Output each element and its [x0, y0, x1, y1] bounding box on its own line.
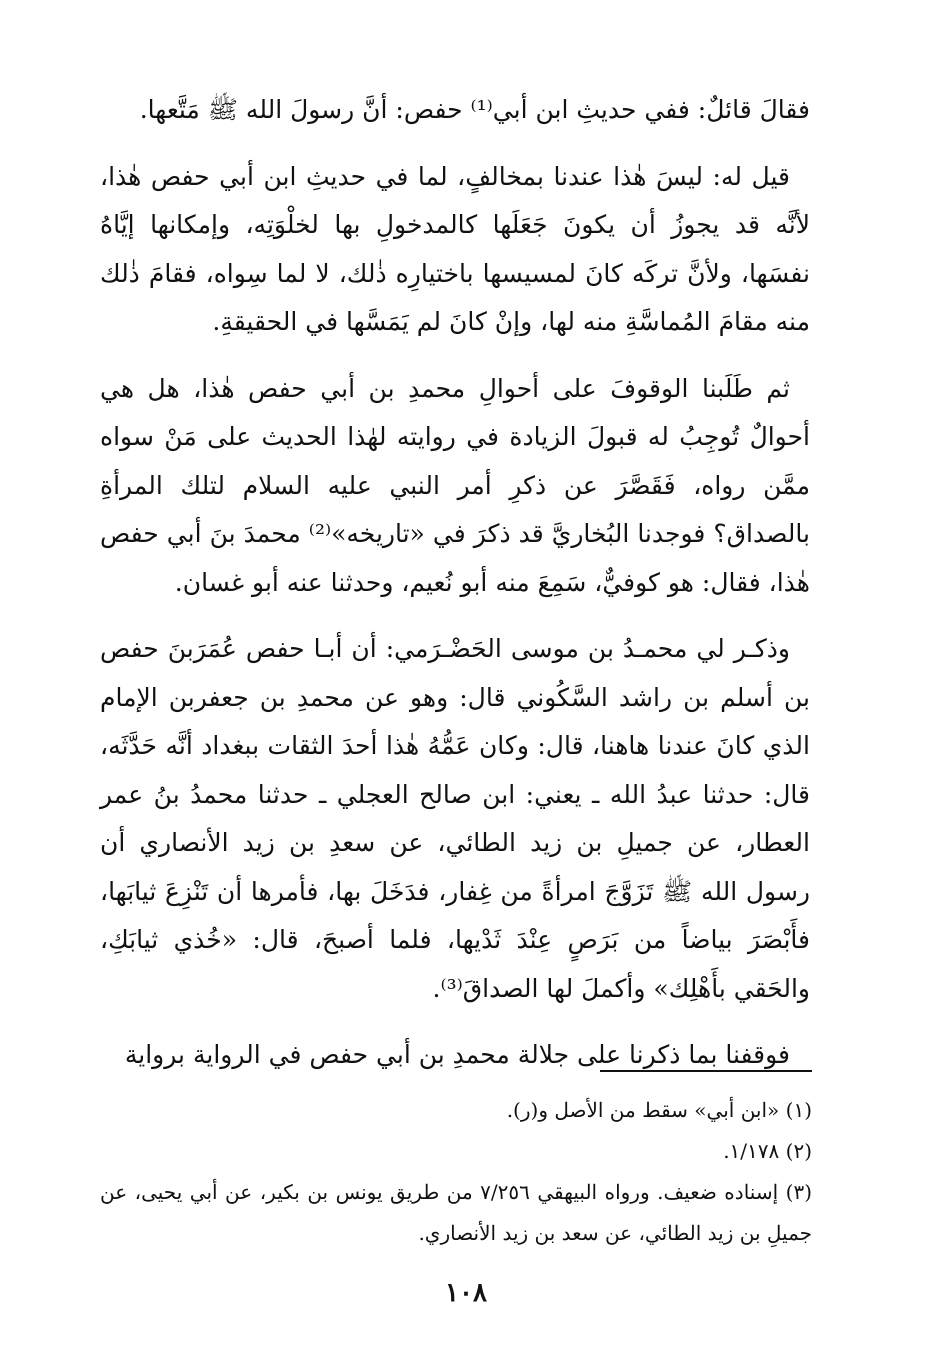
paragraph-4: وذكـر لي محمـدُ بن موسى الحَضْـرَمي: أن أبـا حفص عُمَرَبنَ حفص بن أسلم بن راشد السَّكُوني قال: وهو عن محمدِ بن جعفربن الإمام الذي كانَ عندنا هاهنا، قال: وكان عَمُّهُ هٰذا أحدَ الثقات ببغداد أنَّه حَدَّثَه، قال: حدثنا عبدُ الله ـ يعني: ابن صالح العجلي ـ حدثنا محمدُ بنُ عمر العطار، عن جميلِ بن زيد الطائي، عن سعدِ بن زيد الأنصاري أن رسول الله ﷺ تَزَوَّجَ امرأةً من غِفار، فدَخَلَ بها، فأمرها أن تَنْزِعَ ثيابَها، فأَبْصَرَ بياضاً من بَرَصٍ عِنْدَ ثَدْيها، فلما أصبحَ، قال: «خُذي ثيابَكِ، والحَقي بأَهْلِك» وأكملَ لها الصداقَ⁽³⁾. [100, 634, 810, 1003]
paragraph-3: ثم طَلَبنا الوقوفَ على أحوالِ محمدِ بن أبي حفص هٰذا، هل هي أحوالٌ تُوجِبُ له قبولَ الزيادة في روايته لهٰذا الحديث على مَنْ سواه ممَّن رواه، فَقَصَّرَ عن ذكرِ أمر النبي عليه السلام لتلك المرأةِ بالصداق؟ فوجدنا البُخاريَّ قد ذكرَ في «تاريخه»⁽²⁾ محمدَ بنَ أبي حفص هٰذا، فقال: هو كوفيٌّ، سَمِعَ منه أبو نُعيم، وحدثنا عنه أبو غسان. [100, 373, 810, 597]
footnote-separator [600, 1070, 812, 1072]
footnotes [100, 1090, 812, 1254]
footnote-3: (٣) إسناده ضعيف. ورواه البيهقي ٧/٢٥٦ من طريق يونس بن بكير، عن أبي يحيى، عن جميلِ بن زيد الطائي، عن سعد بن زيد الأنصاري. [100, 1180, 812, 1245]
footnote-1: (١) «ابن أبي» سقط من الأصل و(ر). [506, 1098, 812, 1122]
page-number: ١٠٨ [445, 1278, 487, 1308]
paragraph-2: قيل له: ليسَ هٰذا عندنا بمخالفٍ، لما في حديثِ ابن أبي حفص هٰذا، لأنَّه قد يجوزُ أن يكونَ جَعَلَها كالمدخولِ بها لخلْوَتِه، وإمكانها إيَّاهُ نفسَها، ولأنَّ تركَه كانَ لمسيسها باختيارِه ذٰلك، لا لما سِواه، فقامَ ذٰلك منه مقامَ المُماسَّةِ منه لها، وإنْ كانَ لم يَمَسَّها في الحقيقةِ. [100, 161, 810, 336]
paragraph-1: فقالَ قائلٌ: ففي حديثِ ابن أبي⁽¹⁾ حفص: أنَّ رسولَ الله ﷺ مَتَّعها. [139, 95, 810, 124]
paragraph-5: فوقفنا بما ذكرنا على جلالة محمدِ بن أبي حفص في الرواية برواية [124, 1040, 790, 1069]
main-text [100, 86, 810, 1098]
footnote-2: (٢) ١/١٧٨. [723, 1139, 812, 1163]
